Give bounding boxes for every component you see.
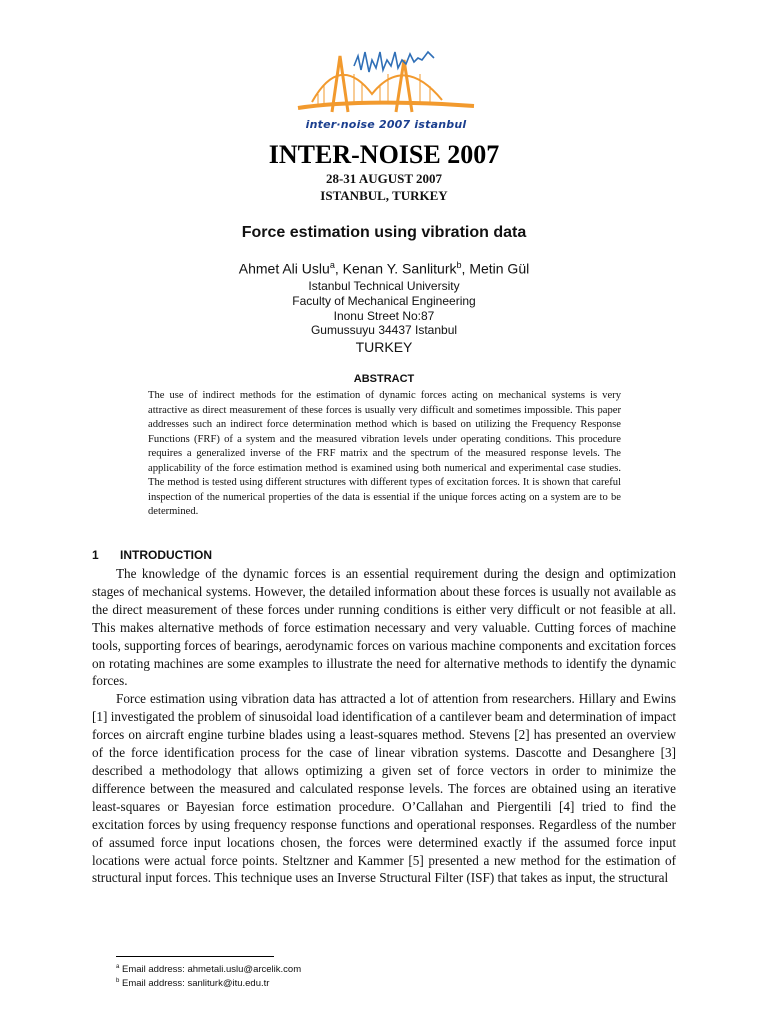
footnote-text: Email address: sanliturk@itu.edu.tr <box>121 978 270 990</box>
section-body <box>92 565 676 887</box>
footnote-mark: b <box>116 978 120 984</box>
body-paragraph: Force estimation using vibration data has attracted a lot of attention from researchers. Hillary and Ewins [1] investigated the problem of sinusoidal load identification of a cantilever beam and determination of impact forces on aircraft engine turbine blades using a least-squares method. Stevens [2] has presented an overview of the force identification process for the case of linear vibration systems. Dascotte and Desanghere [3] described a methodology that allows optimizing a given set of force vectors in order to minimize the difference between the measured and calculated response levels. The forces are obtained using an iterative least-squares or Bayesian force estimation procedure. O’Callahan and Piergentili [4] tried to find the excitation forces by using frequency response functions and operational responses. Regardless of the number of assumed force input locations chosen, the forces were determined exactly if the assumed force input locations were actual force points. Steltzner and Kammer [5] presented a new method for the estimation of structural input forces. This technique uses an Inverse Structural Filter (ISF) that takes as input, the structural <box>92 691 676 886</box>
conference-place: ISTANBUL, TURKEY <box>320 188 448 203</box>
footnote <box>116 964 301 975</box>
footnote-text: Email address: ahmetali.uslu@arcelik.com <box>121 964 302 976</box>
author-name: Ahmet Ali Uslu <box>238 260 330 277</box>
section-title: INTRODUCTION <box>120 548 212 562</box>
conference-logo <box>292 44 480 136</box>
author-mark: a <box>329 260 335 270</box>
body-paragraph: The knowledge of the dynamic forces is an essential requirement during the design and optimization stages of mechanical systems. However, the detailed information about these forces is usually not available as the direct measurement of these forces under running conditions is either very difficult or not feasible at all. This makes alternative methods of force estimation necessary and very valuable. Cutting forces of machine tools, supporting forces of bearings, aerodynamic forces on various machine components and excitation forces on rotating machines are some examples to illustrate the need for alternative methods to identify the dynamic forces. <box>92 566 676 689</box>
conference-title: INTER-NOISE 2007 <box>268 140 500 169</box>
affiliation-country: TURKEY <box>355 339 413 355</box>
author-name: Metin Gül <box>469 260 530 277</box>
footnote <box>116 978 269 989</box>
section-number: 1 <box>92 548 99 562</box>
author-separator: , <box>461 260 470 277</box>
affiliation-line: Istanbul Technical University <box>308 279 460 293</box>
author-list <box>0 260 768 277</box>
affiliation-line: Inonu Street No:87 <box>333 309 435 323</box>
footnote-divider <box>116 956 274 957</box>
author-name: Kenan Y. Sanliturk <box>342 260 457 277</box>
affiliation-line: Gumussuyu 34437 Istanbul <box>310 323 458 337</box>
footnote-mark: a <box>116 964 120 970</box>
logo-wordmark: inter·noise 2007 istanbul <box>305 118 467 131</box>
abstract-heading: ABSTRACT <box>353 373 415 385</box>
affiliation-line: Faculty of Mechanical Engineering <box>292 294 476 308</box>
section-heading <box>92 548 212 562</box>
author-mark: b <box>456 260 462 270</box>
author-separator: , <box>334 260 343 277</box>
abstract-text: The use of indirect methods for the estimation of dynamic forces acting on mechanical systems is very attractive as direct measurement of these forces is usually very difficult and sometimes impossible. This paper addresses such an indirect force determination method which is based on utilizing the Frequency Response Functions (FRF) of a system and the measured vibration levels under operating conditions. This procedure requires a generalized inverse of the FRF matrix and the spectrum of the measured response levels. The applicability of the force estimation method is examined using both numerical and experimental case studies. The method is tested using different structures with different types of excitation forces. It is shown that careful inspection of the numerical properties of the data is essential if the unique forces acting on a system are to be determined. <box>148 390 621 517</box>
paper-title: Force estimation using vibration data <box>241 224 527 241</box>
conference-dates: 28-31 AUGUST 2007 <box>325 171 443 186</box>
